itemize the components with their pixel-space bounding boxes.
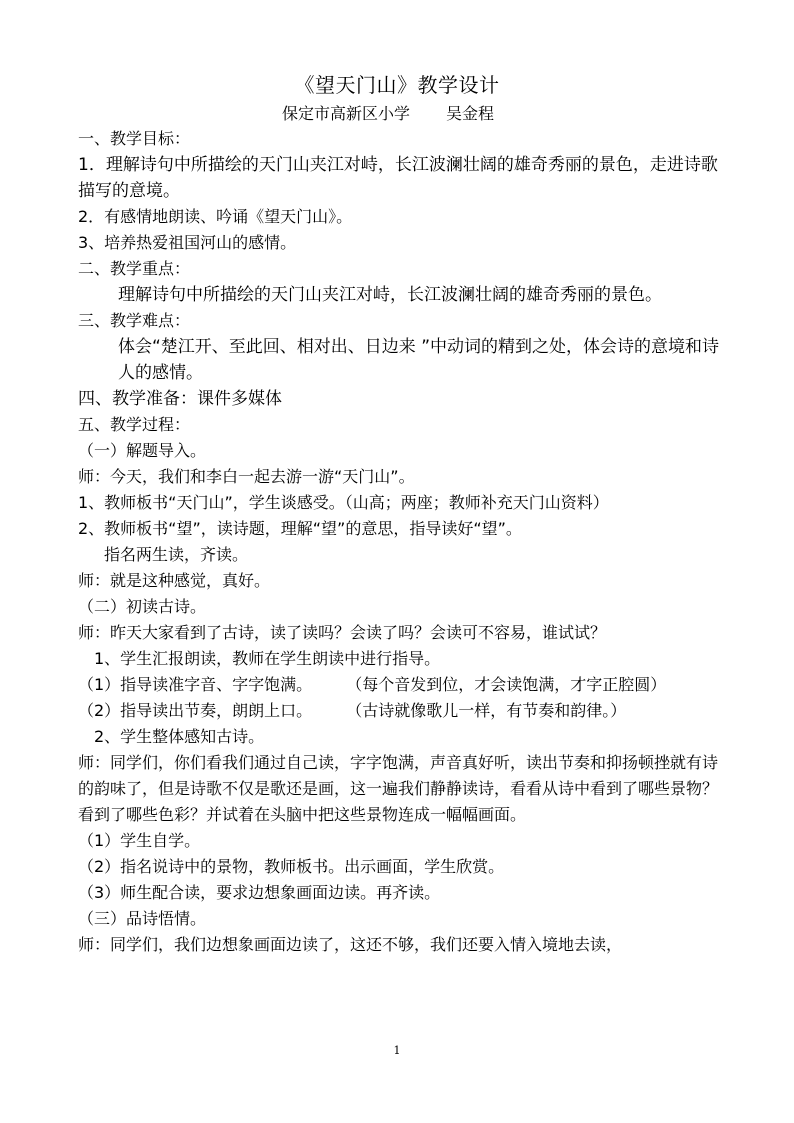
heading-key-points: 二、教学重点： xyxy=(78,259,191,278)
document-title: 《望天门山》教学设计 xyxy=(294,73,500,97)
document-byline xyxy=(282,103,494,125)
section-2-heading: （二）初读古诗。 xyxy=(78,597,207,616)
preparation-text: 四、教学准备：课件多媒体 xyxy=(78,389,282,409)
section-1-heading: （一）解题导入。 xyxy=(78,441,207,460)
difficulties-text: 体会“楚江开、至此回、相对出、日边来 ”中动词的精到之处，体会诗的意境和诗人的感情。 xyxy=(118,337,720,383)
author-name: 吴金程 xyxy=(446,104,495,123)
section-2-step-1-b-note: （古诗就像歌儿一样，有节奏和韵律。） xyxy=(346,701,627,720)
objective-2: 2．有感情地朗读、吟诵《望天门山》。 xyxy=(78,207,353,226)
section-2-step-1-a-main: （1）指导读准字音、字字饱满。 xyxy=(78,675,313,694)
section-1-step-2: 2、教师板书“望”，读诗题，理解“望”的意思，指导读好“望”。 xyxy=(78,519,522,538)
section-2-step-1-b xyxy=(78,698,726,724)
section-2-step-1: 1、学生汇报朗读，教师在学生朗读中进行指导。 xyxy=(94,649,441,668)
heading-objectives: 一、教学目标： xyxy=(78,129,191,148)
section-2-step-2-c: （3）师生配合读，要求边想象画面边读。再齐读。 xyxy=(78,883,441,902)
key-points-text: 理解诗句中所描绘的天门山夹江对峙，长江波澜壮阔的雄奇秀丽的景色。 xyxy=(118,285,662,305)
section-2-step-2: 2、学生整体感知古诗。 xyxy=(94,727,265,746)
objective-3: 3、培养热爱祖国河山的感情。 xyxy=(78,233,297,252)
section-2-step-1-a-note: （每个音发到位，才会读饱满，才字正腔圆） xyxy=(346,675,667,694)
heading-difficulties: 三、教学难点： xyxy=(78,311,191,330)
section-2-step-2-b: （2）指名说诗中的景物，教师板书。出示画面，学生欣赏。 xyxy=(78,857,505,876)
section-1-step-2-note: 指名两生读，齐读。 xyxy=(104,545,249,564)
heading-process: 五、教学过程： xyxy=(78,415,191,434)
section-1-teacher-comment: 师：就是这种感觉，真好。 xyxy=(78,571,271,590)
objective-1: 1．理解诗句中所描绘的天门山夹江对峙，长江波澜壮阔的雄奇秀丽的景色，走进诗歌描写的意境。 xyxy=(78,155,718,201)
section-1-step-1: 1、教师板书“天门山”，学生谈感受。（山高；两座；教师补充天门山资料） xyxy=(78,493,609,512)
school-name: 保定市高新区小学 xyxy=(282,104,411,123)
section-2-teacher-question: 师：昨天大家看到了古诗，读了读吗？会读了吗？会读可不容易，谁试试？ xyxy=(78,623,607,642)
section-3-heading: （三）品诗悟情。 xyxy=(78,909,207,928)
section-2-step-1-a xyxy=(78,672,726,698)
section-3-teacher-text: 师：同学们，我们边想象画面边读了，这还不够，我们还要入情入境地去读， xyxy=(78,935,623,954)
section-2-step-2-a: （1）学生自学。 xyxy=(78,831,201,850)
section-1-teacher-intro: 师：今天，我们和李白一起去游一游“天门山”。 xyxy=(78,467,415,486)
page-number: 1 xyxy=(393,1044,401,1057)
document-body xyxy=(78,126,726,958)
section-2-step-1-b-main: （2）指导读出节奏，朗朗上口。 xyxy=(78,701,313,720)
section-2-teacher-guidance: 师：同学们，你们看我们通过自己读，字字饱满，声音真好听，读出节奏和抑扬顿挫就有诗的韵味了，但是诗歌不仅是歌还是画，这一遍我们静静读诗，看看从诗中看到了哪些景物？看到了哪些色彩？并试着在头脑中把这些景物连成一幅幅画面。 xyxy=(78,753,719,824)
